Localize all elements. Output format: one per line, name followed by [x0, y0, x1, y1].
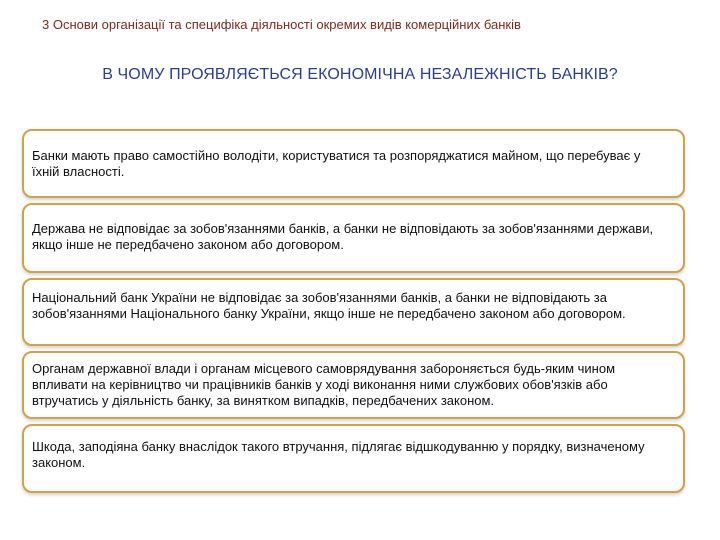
- statement-text: Шкода, заподіяна банку внаслідок такого втручання, підлягає відшкодуванню у порядку, визначеному законом.: [32, 439, 645, 470]
- statement-card: [22, 351, 685, 419]
- statement-text: Національний банк України не відповідає за зобов'язаннями банків, а банки не відповідають за зобов'язаннями Національного банку України, якщо інше не передбачено законом або договором.: [32, 290, 626, 321]
- statement-text: Банки мають право самостійно володіти, користуватися та розпоряджатися майном, що перебуває у їхній власності.: [32, 148, 641, 179]
- statement-card: [22, 278, 685, 346]
- statements-list: [22, 129, 685, 493]
- slide-title: В ЧОМУ ПРОЯВЛЯЄТЬСЯ ЕКОНОМІЧНА НЕЗАЛЕЖНІСТЬ БАНКІВ?: [102, 66, 618, 83]
- statement-card: [22, 203, 685, 273]
- statement-text: Держава не відповідає за зобов'язаннями банків, а банки не відповідають за зобов'язаннями держави, якщо інше не передбачено законом або договором.: [32, 221, 654, 252]
- statement-card: [22, 129, 685, 198]
- slide-caption: 3 Основи організації та специфіка діяльності окремих видів комерційних банків: [42, 17, 521, 32]
- statement-card: [22, 424, 685, 493]
- statement-text: Органам державної влади і органам місцевого самоврядування забороняється будь-яким чином впливати на керівництво чи працівників банків у ході виконання ними службових обов'язків або втручатись у діяльність банку, за винятком випадків, передбачених законом.: [32, 361, 616, 408]
